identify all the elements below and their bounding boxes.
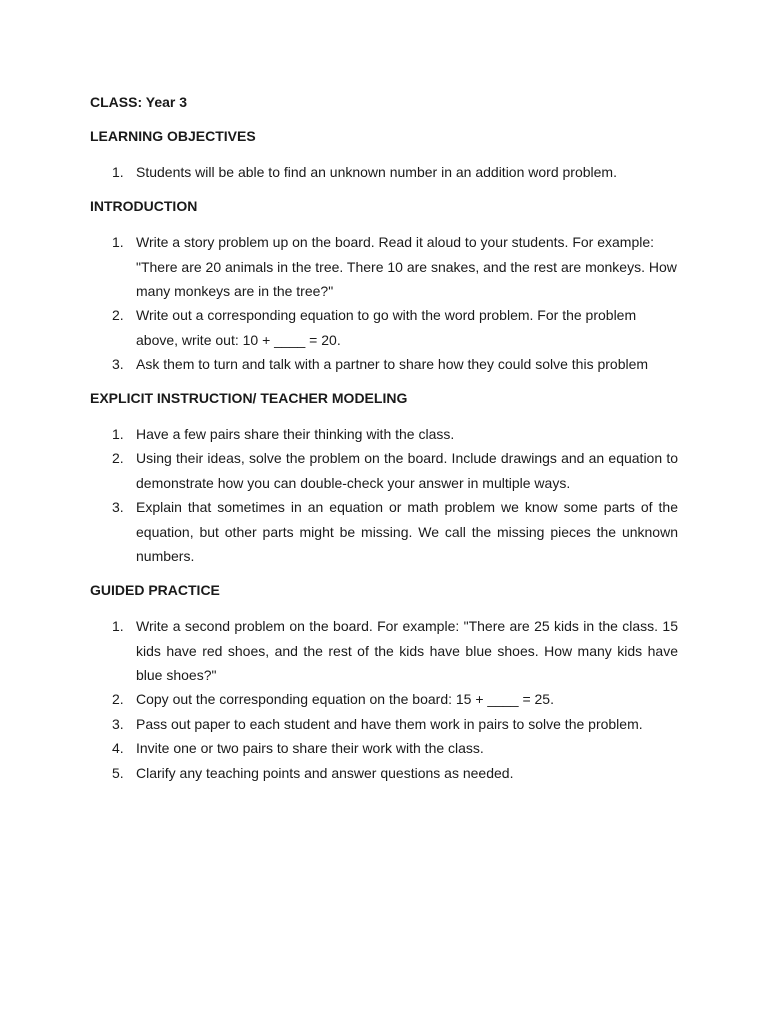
list-item-number: 1.: [112, 234, 124, 250]
list-item-number: 2.: [112, 450, 124, 466]
learning-objectives-heading: LEARNING OBJECTIVES: [90, 128, 256, 144]
list-item: [112, 234, 678, 304]
list-item: [112, 426, 678, 447]
list-item: [112, 691, 678, 712]
list-item-text: Ask them to turn and talk with a partner to share how they could solve this problem: [136, 356, 649, 372]
list-item-text: Write a story problem up on the board. Read it aloud to your students. For example: "There are 20 animals in the tree. There 10 are snakes, and the rest are monkeys. How many monkeys are in the tree?": [136, 234, 677, 300]
list-item-number: 3.: [112, 716, 124, 732]
list-item-text: Have a few pairs share their thinking with the class.: [136, 426, 455, 442]
list-item-number: 1.: [112, 426, 124, 442]
list-item-text: Copy out the corresponding equation on the board: 15 + ____ = 25.: [136, 691, 554, 707]
list-item-text: Write a second problem on the board. For example: "There are 25 kids in the class. 15 kids have red shoes, and the rest of the kids have blue shoes. How many kids have blue shoes?": [136, 618, 678, 684]
list-item: [112, 740, 678, 761]
list-item: [112, 716, 678, 737]
list-item-number: 1.: [112, 164, 124, 180]
list-item-text: Invite one or two pairs to share their work with the class.: [136, 740, 484, 756]
guided-practice-heading: GUIDED PRACTICE: [90, 582, 220, 598]
list-item-number: 2.: [112, 691, 124, 707]
list-item-text: Pass out paper to each student and have them work in pairs to solve the problem.: [136, 716, 643, 732]
list-item-number: 3.: [112, 356, 124, 372]
list-item: [112, 164, 678, 185]
list-item-text: Explain that sometimes in an equation or math problem we know some parts of the equation, but other parts might be missing. We call the missing pieces the unknown numbers.: [136, 499, 678, 565]
explicit-instruction-heading: EXPLICIT INSTRUCTION/ TEACHER MODELING: [90, 390, 408, 406]
list-item-text: Clarify any teaching points and answer questions as needed.: [136, 765, 514, 781]
list-item-text: Students will be able to find an unknown number in an addition word problem.: [136, 164, 617, 180]
list-item: [112, 765, 678, 786]
list-item-number: 1.: [112, 618, 124, 634]
list-item: [112, 356, 678, 377]
list-item: [112, 307, 678, 352]
list-item-text: Using their ideas, solve the problem on the board. Include drawings and an equation to demonstrate how you can double-check your answer in multiple ways.: [136, 450, 678, 491]
list-item: [112, 450, 678, 495]
class-line: CLASS: Year 3: [90, 94, 188, 110]
list-item: [112, 618, 678, 688]
introduction-heading: INTRODUCTION: [90, 198, 198, 214]
list-item-number: 4.: [112, 740, 124, 756]
list-item-number: 5.: [112, 765, 124, 781]
list-item-number: 3.: [112, 499, 124, 515]
list-item: [112, 499, 678, 569]
list-item-text: Write out a corresponding equation to go with the word problem. For the problem above, write out: 10 + ____ = 20.: [136, 307, 637, 348]
list-item-number: 2.: [112, 307, 124, 323]
